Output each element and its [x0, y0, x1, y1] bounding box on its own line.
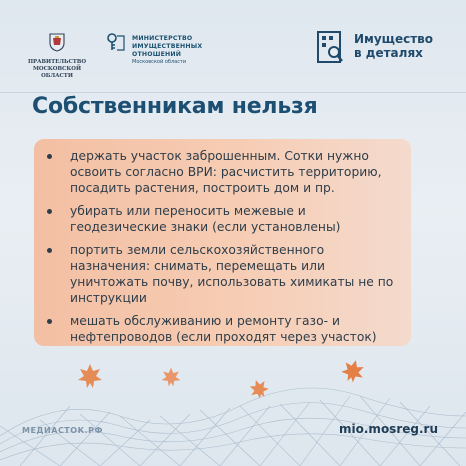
bullet-dot	[47, 319, 52, 324]
ministry-logo	[106, 32, 202, 65]
building-magnifier-icon	[316, 30, 344, 64]
bullet-dot	[47, 209, 52, 214]
list-item-text: мешать обслуживанию и ремонту газо- и нефтепроводов (если проходят через участок)	[70, 314, 377, 344]
header-divider	[0, 92, 466, 93]
bullet-dot	[47, 248, 52, 253]
coat-of-arms-icon	[48, 32, 66, 52]
page-title: Собственникам нельзя	[32, 94, 318, 119]
gov-logo	[24, 32, 90, 80]
list-item	[34, 313, 401, 345]
list-item	[34, 203, 401, 235]
footer-link[interactable]: mio.mosreg.ru	[339, 422, 438, 436]
restrictions-panel	[34, 139, 411, 346]
list-item	[34, 242, 401, 306]
restrictions-list	[34, 139, 411, 345]
ministry-name: МИНИСТЕРСТВО ИМУЩЕСТВЕННЫХ ОТНОШЕНИЙ	[132, 35, 203, 58]
footer-source: МЕДИАСТОК.РФ	[22, 426, 103, 435]
key-icon	[106, 32, 126, 52]
brand-logo	[316, 30, 433, 64]
list-item-text: портить земли сельскохозяйственного назначения: снимать, перемещать или уничтожать почву, использовать химикаты не по инструкции	[70, 243, 394, 305]
gov-logo-text: ПРАВИТЕЛЬСТВО МОСКОВСКОЙ ОБЛАСТИ	[27, 59, 87, 80]
list-item-text: держать участок заброшенным. Сотки нужно освоить согласно ВРИ: расчистить территорию, посадить растения, построить дом и пр.	[70, 149, 382, 195]
list-item	[34, 148, 401, 196]
bullet-dot	[47, 154, 52, 159]
list-item-text: убирать или переносить межевые и геодезические знаки (если установлены)	[70, 204, 341, 234]
wireframe-terrain	[0, 376, 466, 466]
brand-text: Имущество в деталях	[354, 32, 433, 60]
ministry-region: Московской области	[132, 59, 187, 66]
